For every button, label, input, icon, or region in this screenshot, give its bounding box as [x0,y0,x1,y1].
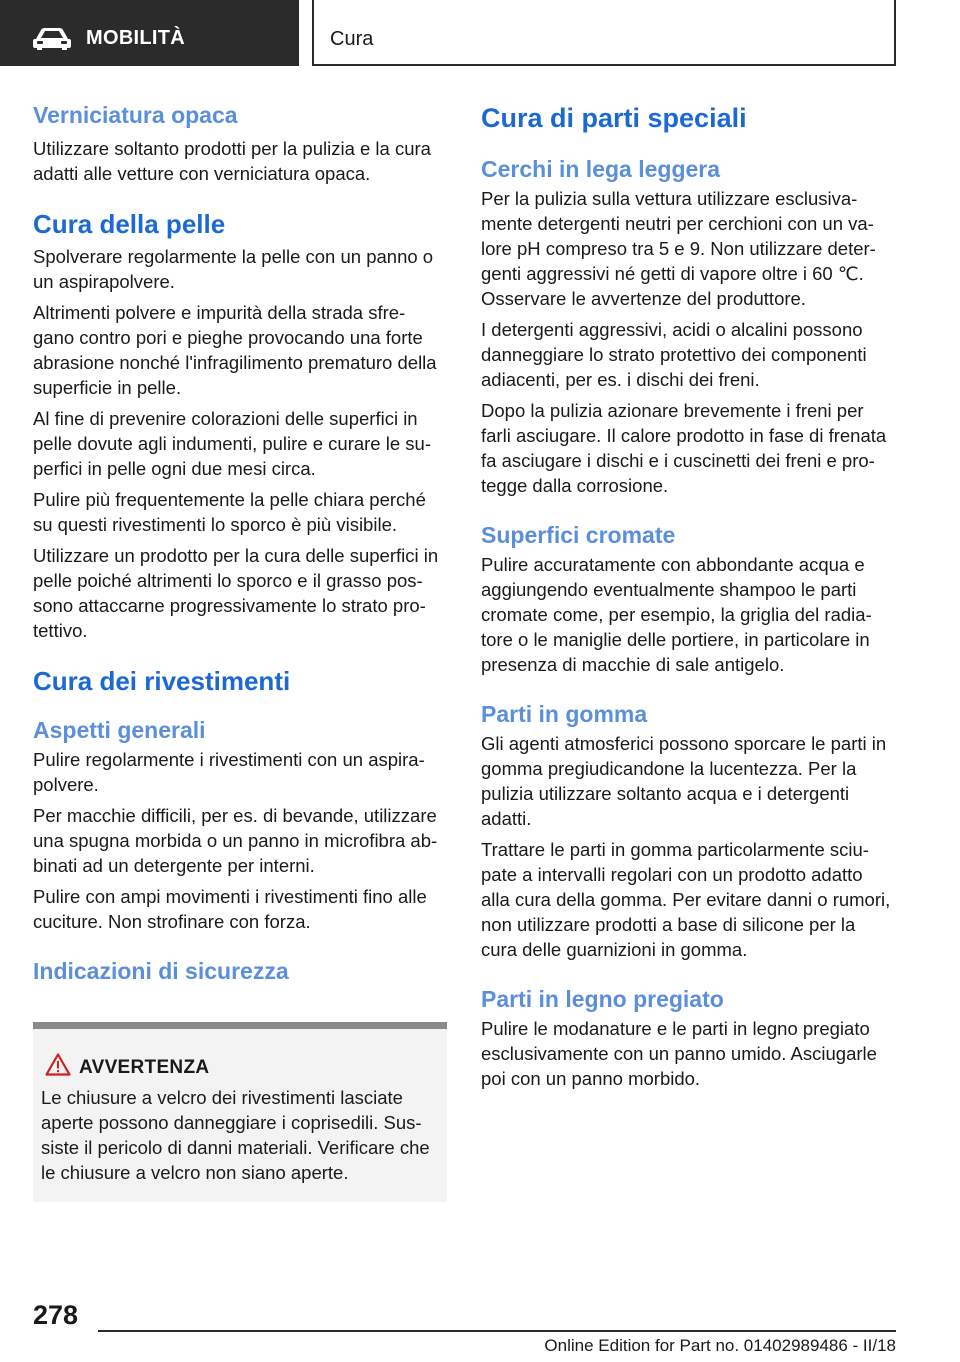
text-line: tegge dalla corrosione. [481,475,669,496]
text-line: Per la pulizia sulla vettura utilizzare esclusiva- [481,188,858,209]
paragraph-aspetti-2 [33,803,447,878]
text-line: Utilizzare un prodotto per la cura delle superfici in [33,545,439,566]
text-line: aperte possono danneggiare i coprisedili. Sus- [41,1112,422,1133]
text-line: pulizia utilizzare soltanto acqua e i detergenti [481,783,850,804]
text-line: abrasione nonché l'infragilimento prematuro della [33,352,437,373]
text-line: perfici in pelle ogni due mesi circa. [33,458,316,479]
page-number: 278 [33,1300,79,1330]
text-line: le chiusure a velcro non siano aperte. [41,1162,349,1183]
text-line: Pulire con ampi movimenti i rivestimenti fino alle [33,886,427,907]
text-line: gomma pregiudicandone la lucentezza. Per la [481,758,857,779]
text-line: lore pH compreso tra 5 e 9. Non utilizzare deter- [481,238,876,259]
car-icon [32,26,72,50]
text-line: esclusivamente con un panno umido. Asciugarle [481,1043,877,1064]
heading-cerchi-lega: Cerchi in lega leggera [481,156,721,182]
paragraph-gomma-1 [481,731,895,831]
paragraph-pelle-1 [33,244,447,294]
heading-parti-gomma: Parti in gomma [481,701,648,727]
text-line: Per macchie difficili, per es. di bevande, utilizzare [33,805,437,826]
paragraph-cromate-1 [481,552,895,677]
text-line: Pulire accuratamente con abbondante acqua e [481,554,865,575]
text-line: pate a intervalli regolari con un prodotto adatto [481,864,863,885]
text-line: Pulire le modanature e le parti in legno pregiato [481,1018,870,1039]
text-line: tettivo. [33,620,88,641]
header-chapter-box [312,0,896,66]
text-line: I detergenti aggressivi, acidi o alcalini possono [481,319,863,340]
section-label: MOBILITÀ [86,27,186,49]
text-line: adatti. [481,808,532,829]
text-line: Gli agenti atmosferici possono sporcare le parti in [481,733,887,754]
paragraph-aspetti-3 [33,884,447,934]
heading-verniciatura-opaca: Verniciatura opaca [33,102,238,128]
text-line: superficie in pelle. [33,377,182,398]
paragraph-opaca [33,136,447,186]
heading-aspetti-generali: Aspetti generali [33,717,206,743]
text-line: Osservare le avvertenze del produttore. [481,288,806,309]
right-column [481,100,895,1091]
text-line: mente detergenti neutri per cerchioni con un va- [481,213,874,234]
heading-cura-parti-speciali: Cura di parti speciali [481,103,747,133]
header-section-tab [0,0,299,66]
text-line: una spugna morbida o un panno in microfibra ab- [33,830,438,851]
text-line: danneggiare lo strato protettivo dei componenti [481,344,867,365]
text-line: poi con un panno morbido. [481,1068,701,1089]
heading-indicazioni-sicurezza: Indicazioni di sicurezza [33,958,289,984]
text-line: fa asciugare i dischi e i cuscinetti dei freni e pro- [481,450,875,471]
text-line: gano contro pori e pieghe provocando una forte [33,327,423,348]
text-line: Pulire regolarmente i rivestimenti con un aspira- [33,749,425,770]
text-line: Utilizzare soltanto prodotti per la pulizia e la cura [33,138,431,159]
footer-divider [98,1330,896,1332]
text-line: adiacenti, per es. i dischi dei freni. [481,369,760,390]
text-line: farli asciugare. Il calore prodotto in fase di frenata [481,425,887,446]
text-line: pelle dovute agli indumenti, pulire e curare le su- [33,433,431,454]
text-line: Altrimenti polvere e impurità della strada sfre- [33,302,406,323]
paragraph-pelle-5 [33,543,447,643]
text-line: cura delle guarnizioni in gomma. [481,939,748,960]
text-line: cromate come, per esempio, la griglia del radia- [481,604,872,625]
text-line: non utilizzare prodotti a base di silicone per la [481,914,856,935]
paragraph-cerchi-3 [481,398,895,498]
warning-triangle-icon [45,1053,71,1076]
text-line: sono attaccarne progressivamente lo strato pro- [33,595,426,616]
text-line: genti aggressivi né getti di vapore oltre i 60 ℃. [481,263,864,284]
text-line: pelle poiché altrimenti lo sporco e il grasso pos- [33,570,423,591]
warning-title: AVVERTENZA [79,1057,210,1078]
text-line: Le chiusure a velcro dei rivestimenti lasciate [41,1087,403,1108]
heading-superfici-cromate: Superfici cromate [481,522,676,548]
paragraph-gomma-2 [481,837,895,962]
paragraph-pelle-4 [33,487,447,537]
warning-box [33,1022,447,1202]
text-line: adatti alle vetture con verniciatura opaca. [33,163,371,184]
text-line: cuciture. Non strofinare con forza. [33,911,311,932]
text-line: Al fine di prevenire colorazioni delle superfici in [33,408,418,429]
left-column [33,100,447,986]
heading-parti-legno: Parti in legno pregiato [481,986,724,1012]
paragraph-cerchi-2 [481,317,895,392]
paragraph-pelle-2 [33,300,447,400]
footer-edition: Online Edition for Part no. 01402989486 - II/18 [544,1336,896,1355]
text-line: Dopo la pulizia azionare brevemente i freni per [481,400,864,421]
text-line: tore o le maniglie delle portiere, in particolare in [481,629,870,650]
text-line: polvere. [33,774,99,795]
paragraph-legno-1 [481,1016,895,1091]
paragraph-pelle-3 [33,406,447,481]
text-line: siste il pericolo di danni materiali. Verificare che [41,1137,430,1158]
text-line: alla cura della gomma. Per evitare danni o rumori, [481,889,891,910]
heading-cura-rivestimenti: Cura dei rivestimenti [33,666,291,696]
text-line: aggiungendo eventualmente shampoo le parti [481,579,857,600]
text-line: su questi rivestimenti lo sporco è più visibile. [33,514,397,535]
text-line: binati ad un detergente per interni. [33,855,315,876]
text-line: Pulire più frequentemente la pelle chiara perché [33,489,426,510]
text-line: presenza di macchie di sale antigelo. [481,654,785,675]
warning-text [41,1085,441,1185]
text-line: Trattare le parti in gomma particolarmente sciu- [481,839,869,860]
paragraph-aspetti-1 [33,747,447,797]
paragraph-cerchi-1 [481,186,895,311]
text-line: un aspirapolvere. [33,271,175,292]
text-line: Spolverare regolarmente la pelle con un panno o [33,246,434,267]
chapter-title: Cura [330,28,374,50]
heading-cura-pelle: Cura della pelle [33,209,226,239]
